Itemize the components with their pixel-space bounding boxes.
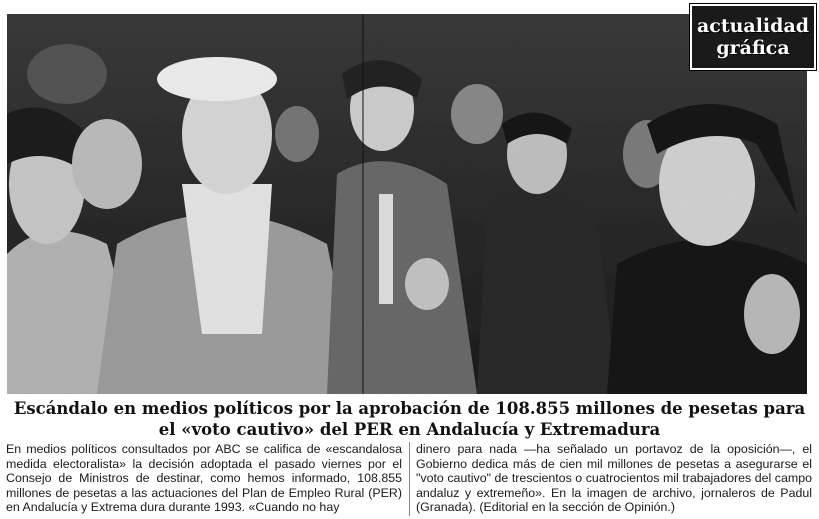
news-photo: [7, 14, 810, 394]
headline-line1: Escándalo en medios políticos por la aprobación de 108.855 millones de pesetas para: [13, 399, 806, 418]
section-badge: [690, 4, 816, 70]
column-divider: [409, 442, 410, 516]
headline-line2: el «voto cautivo» del PER en Andalucía y Extremadura: [158, 420, 661, 439]
crowd-photo-illustration: [7, 14, 810, 394]
section-badge-line1: actualidad: [696, 15, 810, 37]
article-column-right: dinero para nada —ha señalado un portavoz de la oposición—, el Gobierno dedica más de cien mil millones de pesetas a asegurarse el "voto cautivo" de trescientos o cuatrocientos mil trabajadores del campo andaluz y extremeño». En la imagen de archivo, jornaleros de Padul (Granada). (Editorial en la sección de Opinión.): [416, 442, 812, 515]
section-badge-line2: gráfica: [716, 37, 790, 59]
article-column-left: En medios políticos consultados por ABC se califica de «escandalosa medida electoralista» la decisión adoptada el pasado viernes por el Consejo de Ministros de destinar, como hemos informado, 108.855 millones de pesetas a las actuaciones del Plan de Empleo Rural (PER) en Andalucía y Extrema dura durante 1993. «Cuando no hay: [6, 442, 402, 515]
headline: [8, 398, 811, 440]
